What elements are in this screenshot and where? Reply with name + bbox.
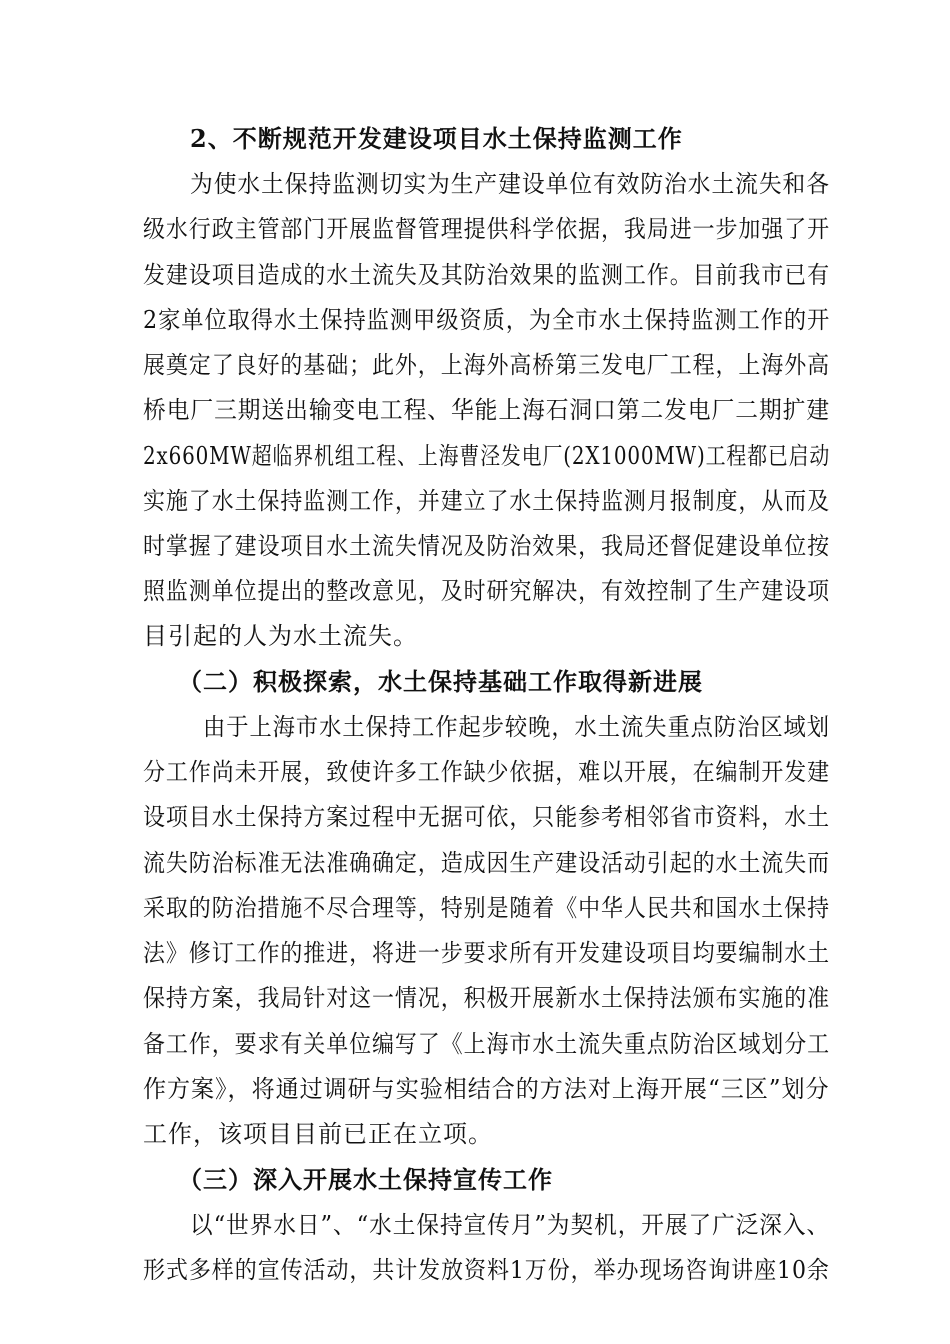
paragraph-line: 由于上海市水土保持工作起步较晚，水土流失重点防治区域划 — [203, 713, 831, 741]
paragraph-line: 保持方案，我局针对这一情况，积极开展新水土保持法颁布实施的准 — [143, 984, 830, 1012]
paragraph-line: 形式多样的宣传活动，共计发放资料1万份，举办现场咨询讲座10余 — [143, 1256, 830, 1284]
paragraph-line: 工作，该项目目前已正在立项。 — [143, 1120, 493, 1148]
paragraph-line: 桥电厂三期送出输变电工程、华能上海石洞口第二发电厂二期扩建 — [143, 396, 831, 424]
paragraph-line: 采取的防治措施不尽合理等，特别是随着《中华人民共和国水土保持 — [143, 894, 830, 922]
paragraph-line: 照监测单位提出的整改意见，及时研究解决，有效控制了生产建设项 — [143, 577, 830, 605]
paragraph-line: 发建设项目造成的水土流失及其防治效果的监测工作。目前我市已有 — [143, 261, 830, 289]
paragraph-line: 时掌握了建设项目水土流失情况及防治效果，我局还督促建设单位按 — [143, 532, 830, 560]
paragraph-line: 以“世界水日”、“水土保持宣传月”为契机，开展了广泛深入、 — [190, 1211, 831, 1239]
paragraph-line: 展奠定了良好的基础；此外，上海外高桥第三发电厂工程，上海外高 — [143, 351, 830, 379]
paragraph-line: 作方案》，将通过调研与实验相结合的方法对上海开展“三区”划分 — [143, 1075, 830, 1103]
paragraph-line: 2家单位取得水土保持监测甲级资质，为全市水土保持监测工作的开 — [143, 306, 831, 334]
paragraph-line: 流失防治标准无法准确确定，造成因生产建设活动引起的水土流失而 — [143, 849, 830, 877]
paragraph-line: 法》修订工作的推进，将进一步要求所有开发建设项目均要编制水土 — [143, 939, 830, 967]
paragraph-line: 实施了水土保持监测工作，并建立了水土保持监测月报制度，从而及 — [143, 487, 830, 515]
section-heading-publicity: （三）深入开展水土保持宣传工作 — [178, 1165, 553, 1194]
section-heading-monitoring: 2、不断规范开发建设项目水土保持监测工作 — [190, 124, 683, 153]
section-heading-foundation: （二）积极探索，水土保持基础工作取得新进展 — [178, 667, 703, 696]
paragraph-line: 目引起的人为水土流失。 — [143, 622, 418, 650]
paragraph-line: 分工作尚未开展，致使许多工作缺少依据，难以开展，在编制开发建 — [143, 758, 830, 786]
paragraph-line: 为使水土保持监测切实为生产建设单位有效防治水土流失和各 — [190, 170, 830, 198]
paragraph-line: 备工作，要求有关单位编写了《上海市水土流失重点防治区域划分工 — [143, 1030, 830, 1058]
paragraph-line: 设项目水土保持方案过程中无据可依，只能参考相邻省市资料，水土 — [143, 803, 830, 831]
paragraph-line: 级水行政主管部门开展监督管理提供科学依据，我局进一步加强了开 — [143, 215, 830, 243]
paragraph-line: 2x660MW超临界机组工程、上海曹泾发电厂(2X1000MW)工程都已启动 — [143, 442, 831, 470]
